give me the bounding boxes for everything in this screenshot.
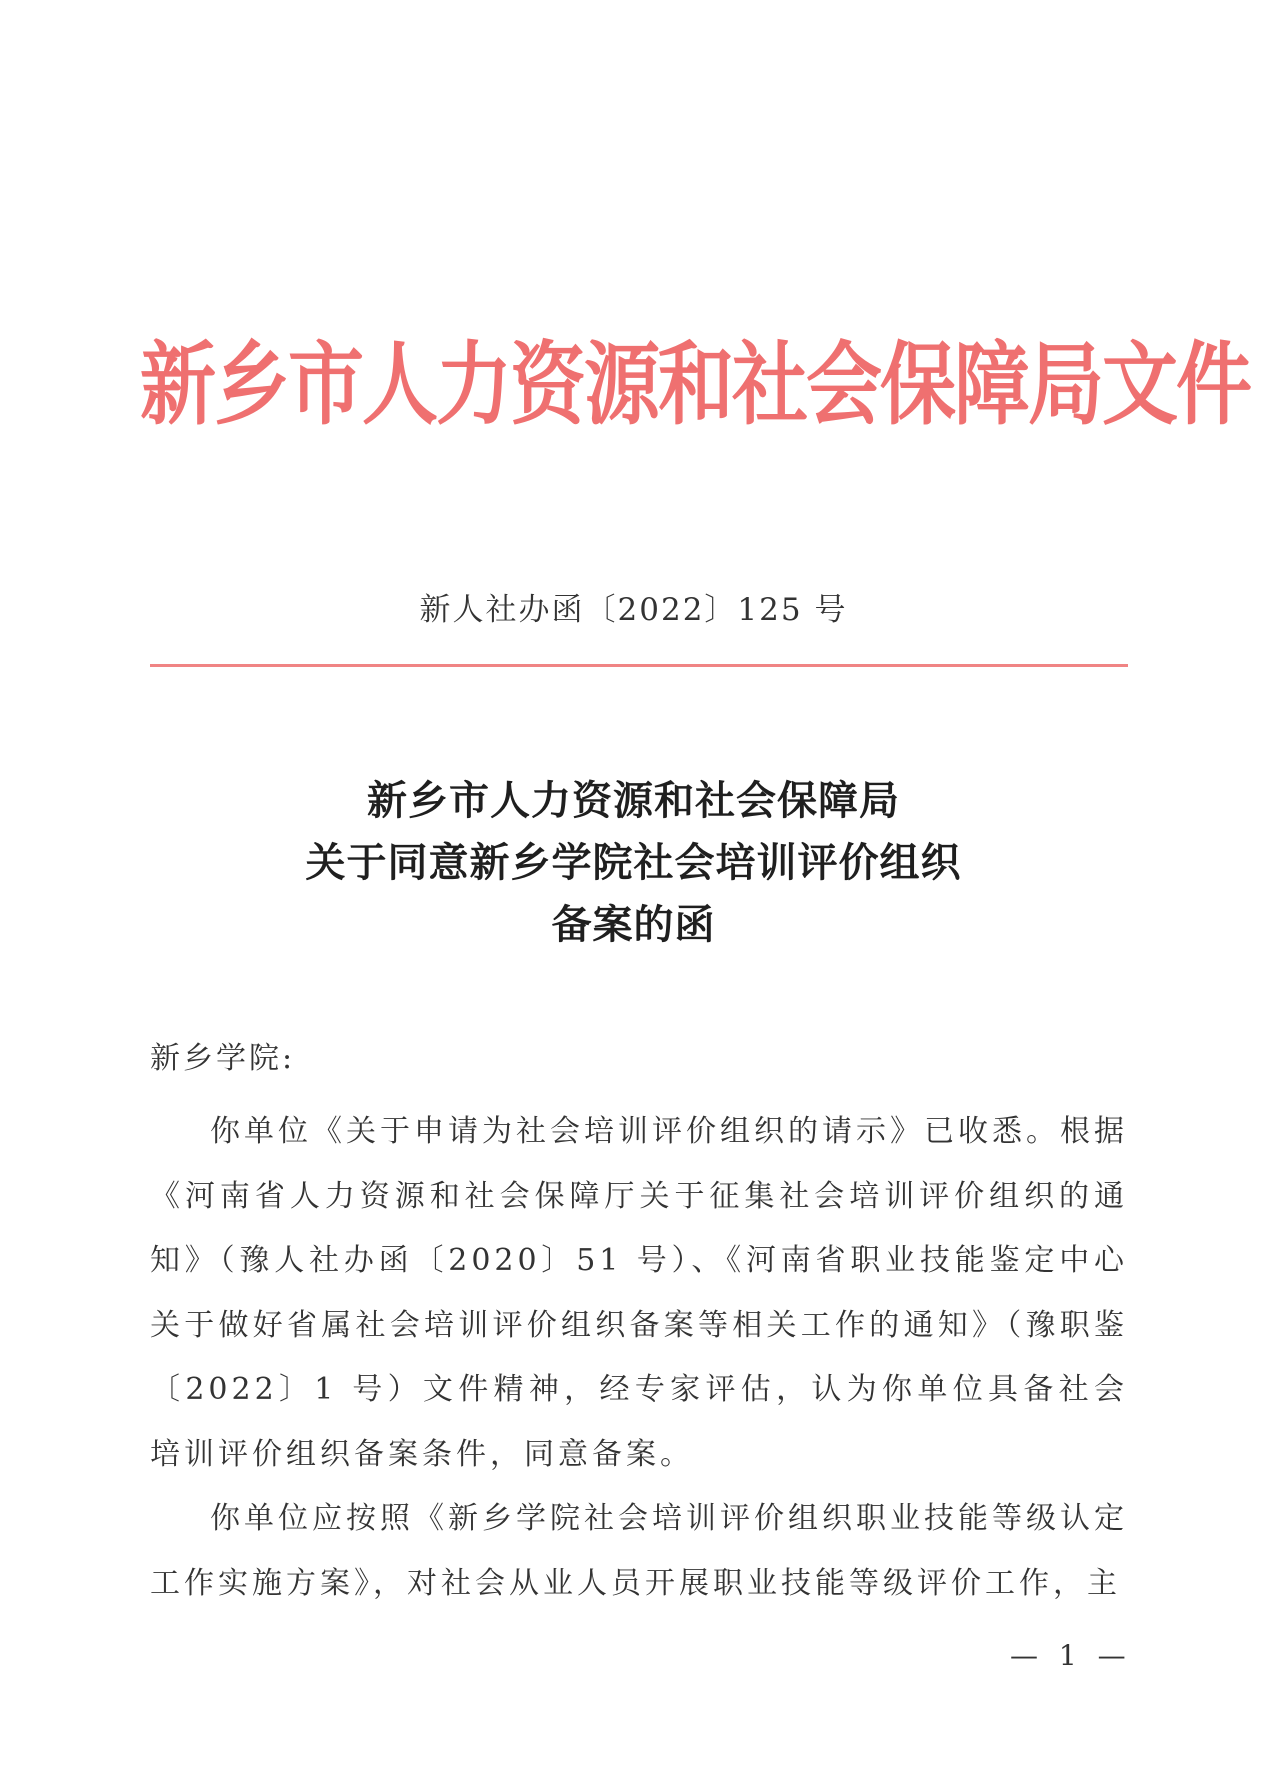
title-line-2: 关于同意新乡学院社会培训评价组织: [305, 840, 962, 886]
page-number: — 1 —: [1010, 1639, 1132, 1672]
body-paragraph-2: 你单位应按照《新乡学院社会培训评价组织职业技能等级认定工作实施方案》，对社会从业人员开展职业技能等级评价工作，主: [150, 1501, 1128, 1601]
red-divider-line: [150, 664, 1128, 667]
masthead-title: 新乡市人力资源和社会保障局文件: [140, 331, 1250, 437]
letter-body: [150, 1100, 1128, 1616]
document-number: 新人社办函〔2022〕125 号: [419, 592, 848, 628]
salutation: 新乡学院:: [150, 1041, 296, 1076]
title-line-3: 备案的函: [551, 902, 716, 948]
title-line-1: 新乡市人力资源和社会保障局: [367, 778, 900, 824]
document-title: [0, 770, 1267, 956]
body-paragraph-1: 你单位《关于申请为社会培训评价组织的请示》已收悉。根据《河南省人力资源和社会保障厅关于征集社会培训评价组织的通知》（豫人社办函〔2020〕51 号）、《河南省职业技能鉴定中心关于做好省属社会培训评价组织备案等相关工作的通知》（豫职鉴〔2022〕1 号）文件精神，经专家评估，认为你单位具备社会培训评价组织备案条件，同意备案。: [150, 1114, 1128, 1472]
